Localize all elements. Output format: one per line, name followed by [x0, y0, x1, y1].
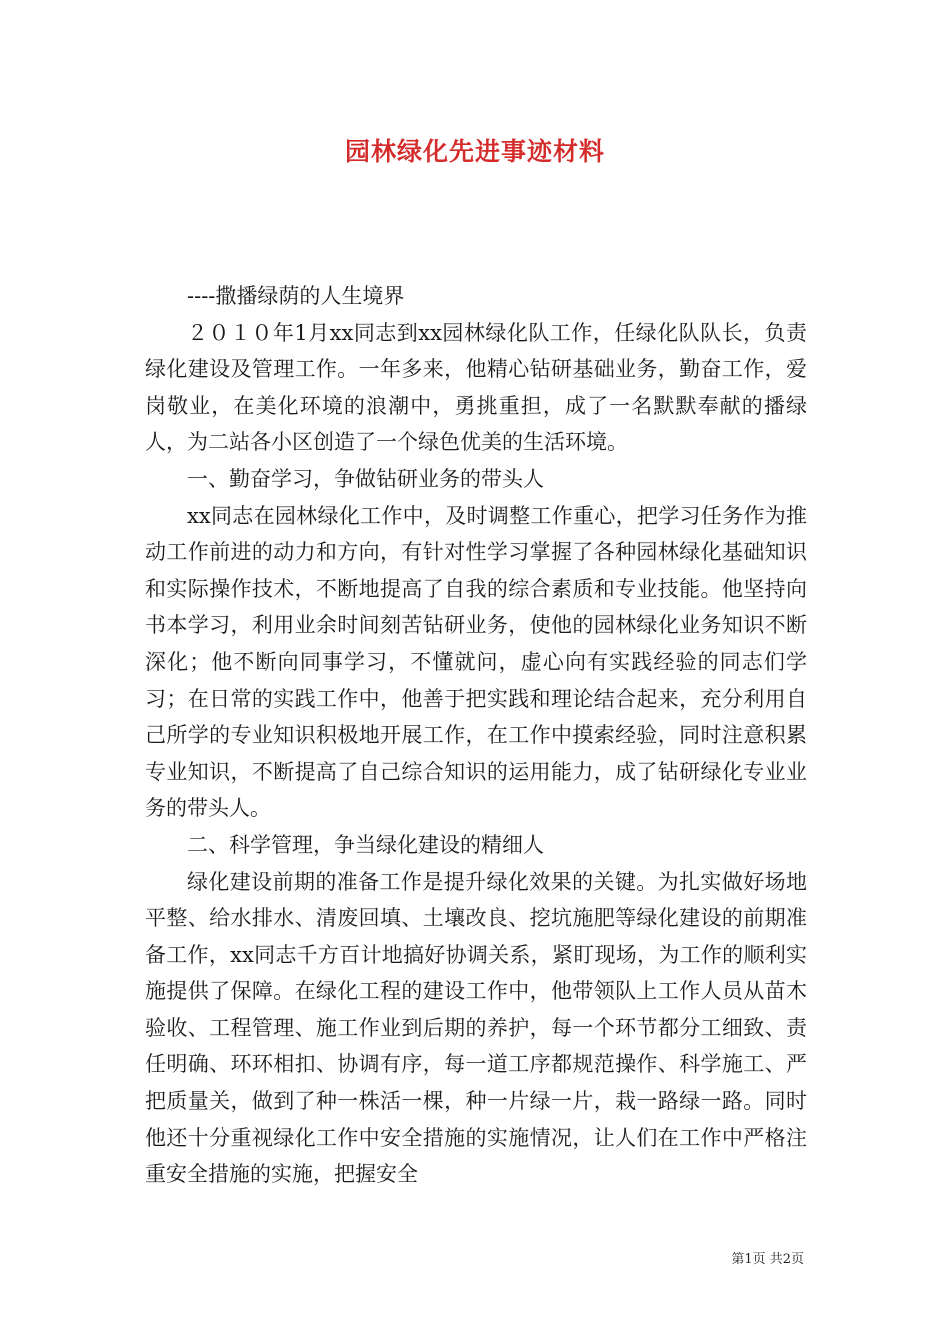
page-title: 园林绿化先进事迹材料 — [344, 137, 605, 166]
page-number-footer: 第1页 共2页 — [731, 1252, 804, 1267]
subtitle-paragraph: ----撒播绿荫的人生境界 — [187, 284, 405, 308]
section-heading-2: 二、科学管理，争当绿化建设的精细人 — [187, 832, 544, 857]
intro-paragraph: ２０１０年1月xx同志到xx园林绿化队工作，任绿化队队长，负责绿化建设及管理工作。一年多来，他精心钻研基础业务，勤奋工作，爱岗敬业，在美化环境的浪潮中，勇挑重担，成了一名默默奉献的播绿人，为二站各小区创造了一个绿色优美的生活环境。 — [145, 320, 807, 455]
section-2-paragraph: 绿化建设前期的准备工作是提升绿化效果的关键。为扎实做好场地平整、给水排水、清废回填、土壤改良、挖坑施肥等绿化建设的前期准备工作，xx同志千方百计地搞好协调关系，紧盯现场，为工作的顺利实施提供了保障。在绿化工程的建设工作中，他带领队上工作人员从苗木验收、工程管理、施工作业到后期的养护，每一个环节都分工细致、责任明确、环环相扣、协调有序，每一道工序都规范操作、科学施工、严把质量关，做到了种一株活一棵，种一片绿一片，栽一路绿一路。同时他还十分重视绿化工作中安全措施的实施情况，让人们在工作中严格注重安全措施的实施，把握安全 — [145, 869, 807, 1187]
section-1-paragraph: xx同志在园林绿化工作中，及时调整工作重心，把学习任务作为推动工作前进的动力和方向，有针对性学习掌握了各种园林绿化基础知识和实际操作技术，不断地提高了自我的综合素质和专业技能。他坚持向书本学习，利用业余时间刻苦钻研业务，使他的园林绿化业务知识不断深化；他不断向同事学习，不懂就问，虚心向有实践经验的同志们学习；在日常的实践工作中，他善于把实践和理论结合起来，充分利用自己所学的专业知识积极地开展工作，在工作中摸索经验，同时注意积累专业知识，不断提高了自己综合知识的运用能力，成了钻研绿化专业业务的带头人。 — [145, 503, 807, 821]
section-heading-1: 一、勤奋学习，争做钻研业务的带头人 — [187, 466, 544, 491]
document-body — [145, 278, 807, 1193]
